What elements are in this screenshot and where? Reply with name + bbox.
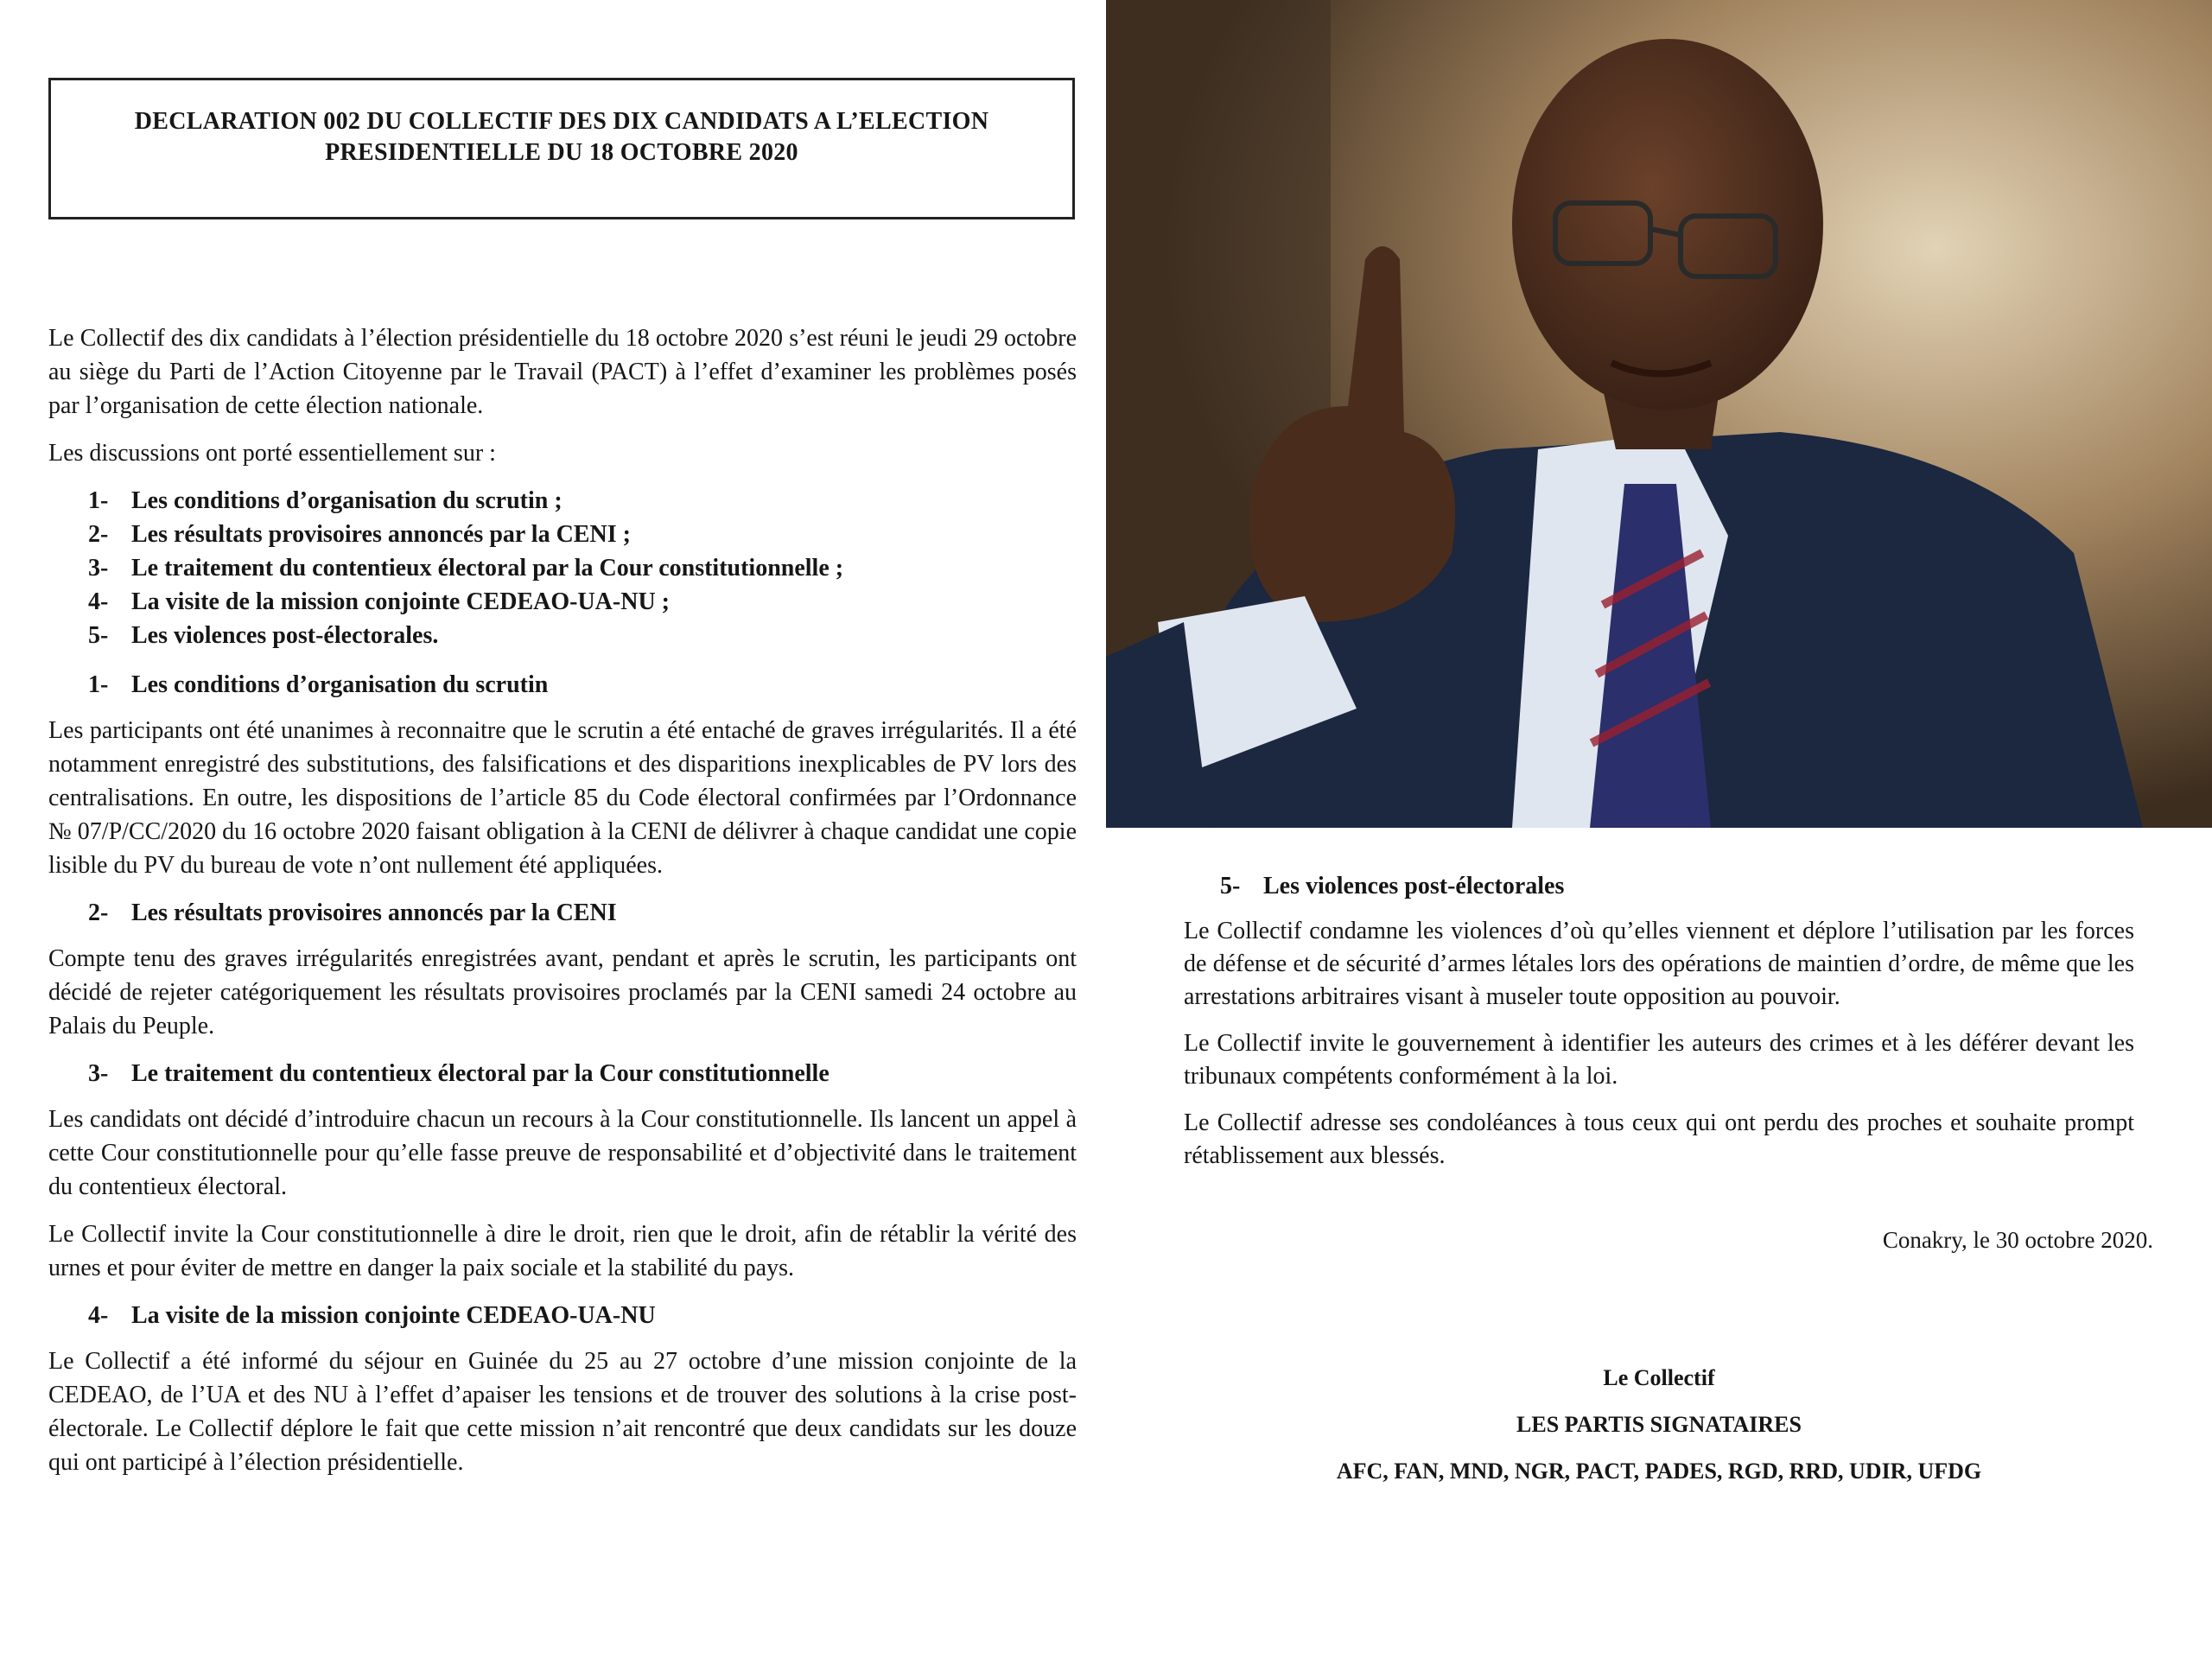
list-item: 3- Le traitement du contentieux électoral par la Cour constitutionnelle ;	[88, 555, 844, 582]
section-5-paragraph-2: Le Collectif invite le gouvernement à identifier les auteurs des crimes et à les déférer devant les tribunaux compétents conformément à la loi.	[1184, 1030, 2134, 1090]
discussions-lead: Les discussions ont porté essentiellement sur :	[48, 440, 496, 467]
section-2-heading: 2- Les résultats provisoires annoncés par la CENI	[88, 899, 617, 926]
list-item: 1- Les conditions d’organisation du scrutin ;	[88, 487, 563, 514]
left-column-text	[48, 321, 1077, 1493]
section-4-heading: 4- La visite de la mission conjointe CEDEAO-UA-NU	[88, 1302, 656, 1329]
title-line-1: DECLARATION 002 DU COLLECTIF DES DIX CANDIDATS A L’ELECTION	[134, 108, 989, 135]
section-3-heading: 3- Le traitement du contentieux électoral par la Cour constitutionnelle	[88, 1060, 830, 1087]
portrait-illustration	[1106, 0, 2212, 828]
section-2-paragraph: Compte tenu des graves irrégularités enregistrées avant, pendant et après le scrutin, les participants ont décidé de rejeter catégoriquement les résultats provisoires proclamés par la CENI samedi 24 octobre au Palais du Peuple.	[48, 945, 1077, 1039]
title-line-2: PRESIDENTIELLE DU 18 OCTOBRE 2020	[325, 139, 798, 166]
list-item: 4- La visite de la mission conjointe CEDEAO-UA-NU ;	[88, 588, 670, 615]
section-5-heading: 5- Les violences post-électorales	[1220, 873, 1565, 899]
right-column-text	[1184, 862, 2134, 1186]
intro-paragraph: Le Collectif des dix candidats à l’élection présidentielle du 18 octobre 2020 s’est réuni le jeudi 29 octobre au siège du Parti de l’Action Citoyenne par le Travail (PACT) à l’effet d’examiner les problèmes posés par l’organisation de cette élection nationale.	[48, 325, 1077, 419]
section-1-paragraph: Les participants ont été unanimes à reconnaitre que le scrutin a été entaché de graves irrégularités. Il a été notamment enregistré des substitutions, des falsifications et des disparitions inexplicables de PV lors des centralisations. En outre, les dispositions de l’article 85 du Code électoral confirmées par l’Ordonnance № 07/P/CC/2020 du 16 octobre 2020 faisant obligation à la CENI de délivrer à chaque candidat une copie lisible du PV du bureau de vote n’ont nullement été appliquées.	[48, 717, 1077, 879]
section-5-paragraph-3: Le Collectif adresse ses condoléances à tous ceux qui ont perdu des proches et souhaite prompt rétablissement aux blessés.	[1184, 1109, 2134, 1169]
signature-parties-list: AFC, FAN, MND, NGR, PACT, PADES, RGD, RRD, UDIR, UFDG	[1336, 1459, 1982, 1484]
document-page-right	[1106, 828, 2212, 1659]
section-1-heading: 1- Les conditions d’organisation du scrutin	[88, 671, 549, 698]
section-3-paragraph-2: Le Collectif invite la Cour constitutionnelle à dire le droit, rien que le droit, afin de rétablir la vérité des urnes et pour éviter de mettre en danger la paix sociale et la stabilité du pays.	[48, 1221, 1077, 1281]
title-box	[48, 78, 1075, 219]
topics-list	[48, 484, 1077, 652]
document-page-left	[0, 0, 1097, 1659]
list-item: 2- Les résultats provisoires annoncés par la CENI ;	[88, 521, 631, 548]
section-3-paragraph-1: Les candidats ont décidé d’introduire chacun un recours à la Cour constitutionnelle. Ils lancent un appel à cette Cour constitutionnelle pour qu’elle fasse preuve de responsabilité et d’objectivité dans le traitement du contentieux électoral.	[48, 1106, 1077, 1200]
section-4-paragraph: Le Collectif a été informé du séjour en Guinée du 25 au 27 octobre d’une mission conjointe de la CEDEAO, de l’UA et des NU à l’effet d’apaiser les tensions et de trouver des solutions à la crise post-électorale. Le Collectif déplore le fait que cette mission n’ait rencontré que deux candidats sur les douze qui ont participé à l’élection présidentielle.	[48, 1348, 1077, 1476]
portrait-photo	[1106, 0, 2212, 828]
list-item: 5- Les violences post-électorales.	[88, 622, 439, 649]
signature-parties-heading: LES PARTIS SIGNATAIRES	[1516, 1412, 1802, 1437]
dateline: Conakry, le 30 octobre 2020.	[1882, 1227, 2153, 1253]
signature-collectif: Le Collectif	[1603, 1365, 1715, 1390]
section-5-paragraph-1: Le Collectif condamne les violences d’où qu’elles viennent et déplore l’utilisation par les forces de défense et de sécurité d’armes létales lors des opérations de maintien d’ordre, de même que les arrestations arbitraires visant à museler toute opposition au pouvoir.	[1184, 918, 2134, 1010]
